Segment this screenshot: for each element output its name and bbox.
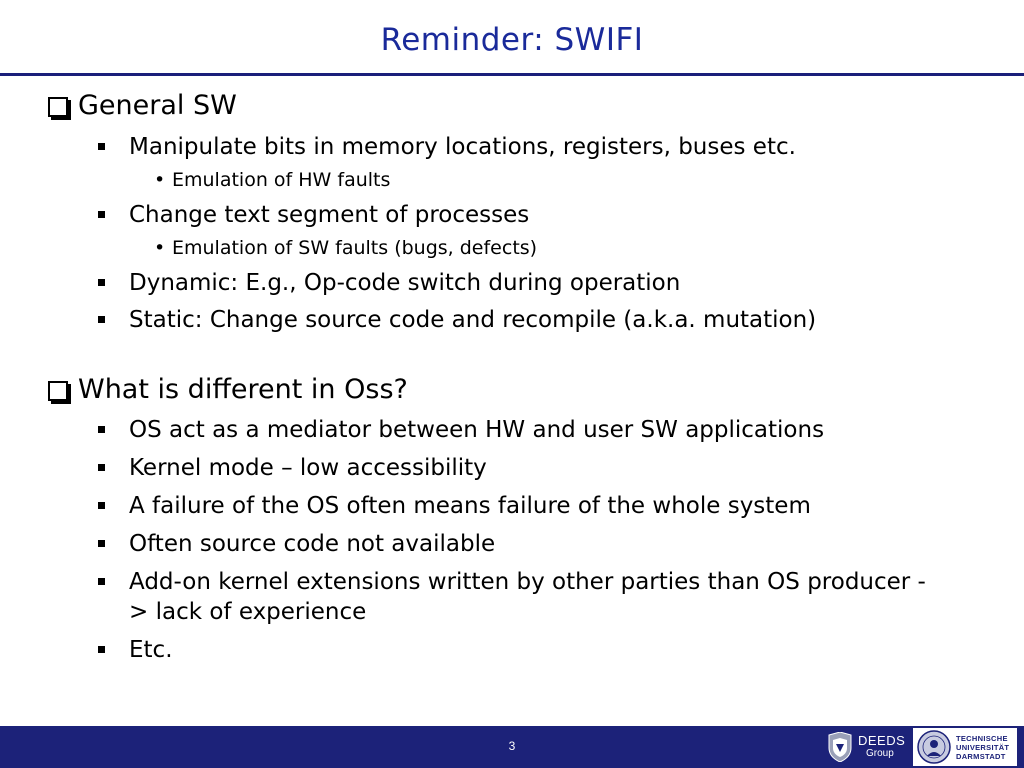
bullet-text: Static: Change source code and recompile (a.k.a. mutation) [129,307,817,333]
bullet-item [98,529,1008,559]
deeds-logo [826,729,908,765]
deeds-logo-sub: Group [866,748,894,759]
checkbox-bullet-icon [48,381,68,401]
square-bullet-icon [98,540,105,547]
section-heading [48,372,1008,408]
footer-bar [0,726,1024,768]
section-heading [48,88,1008,124]
bullet-text: OS act as a mediator between HW and user SW applications [129,417,825,443]
dot-bullet-icon: • [154,237,166,259]
square-bullet-icon [98,316,105,323]
bullet-text: Often source code not available [129,531,496,557]
bullet-item [98,453,1008,483]
square-bullet-icon [98,646,105,653]
deeds-emblem-icon [826,732,854,762]
bullet-item [98,415,1008,445]
square-bullet-icon [98,279,105,286]
bullet-text: Kernel mode – low accessibility [129,455,487,481]
square-bullet-icon [98,502,105,509]
bullet-text: Etc. [129,637,173,663]
page-number: 3 [508,739,516,753]
bullet-item [98,200,1008,230]
dot-bullet-icon: • [154,169,166,191]
checkbox-bullet-icon [48,97,68,117]
deeds-logo-name: DEEDS [858,733,906,748]
bullet-item [98,268,1008,298]
tud-line-2: UNIVERSITÄT [956,742,1010,752]
square-bullet-icon [98,578,105,585]
bullet-item [98,132,1008,162]
tud-line-1: TECHNISCHE [956,733,1008,743]
bullet-text: Add-on kernel extensions written by other parties than OS producer -> lack of experience [129,569,926,625]
bullet-item [98,567,1008,627]
square-bullet-icon [98,464,105,471]
sub-bullet-text: Emulation of SW faults (bugs, defects) [172,237,538,259]
sub-bullet-text: Emulation of HW faults [172,169,391,191]
title-divider [0,73,1024,76]
slide-body [48,88,1008,665]
slide-title: Reminder: SWIFI [380,22,644,58]
section-heading-text: What is different in Oss? [78,374,408,405]
tu-darmstadt-logo [913,728,1017,766]
square-bullet-icon [98,426,105,433]
bullet-text: Dynamic: E.g., Op-code switch during operation [129,270,681,296]
bullet-text: A failure of the OS often means failure of the whole system [129,493,811,519]
bullet-text: Manipulate bits in memory locations, registers, buses etc. [129,134,796,160]
square-bullet-icon [98,143,105,150]
university-seal-icon [916,729,952,765]
sub-bullet-item [154,167,1008,193]
bullet-item [98,635,1008,665]
tud-line-3: DARMSTADT [956,751,1006,761]
bullet-item [98,305,1008,335]
bullet-item [98,491,1008,521]
section-heading-text: General SW [78,90,237,121]
sub-bullet-item [154,235,1008,261]
square-bullet-icon [98,211,105,218]
bullet-text: Change text segment of processes [129,202,530,228]
